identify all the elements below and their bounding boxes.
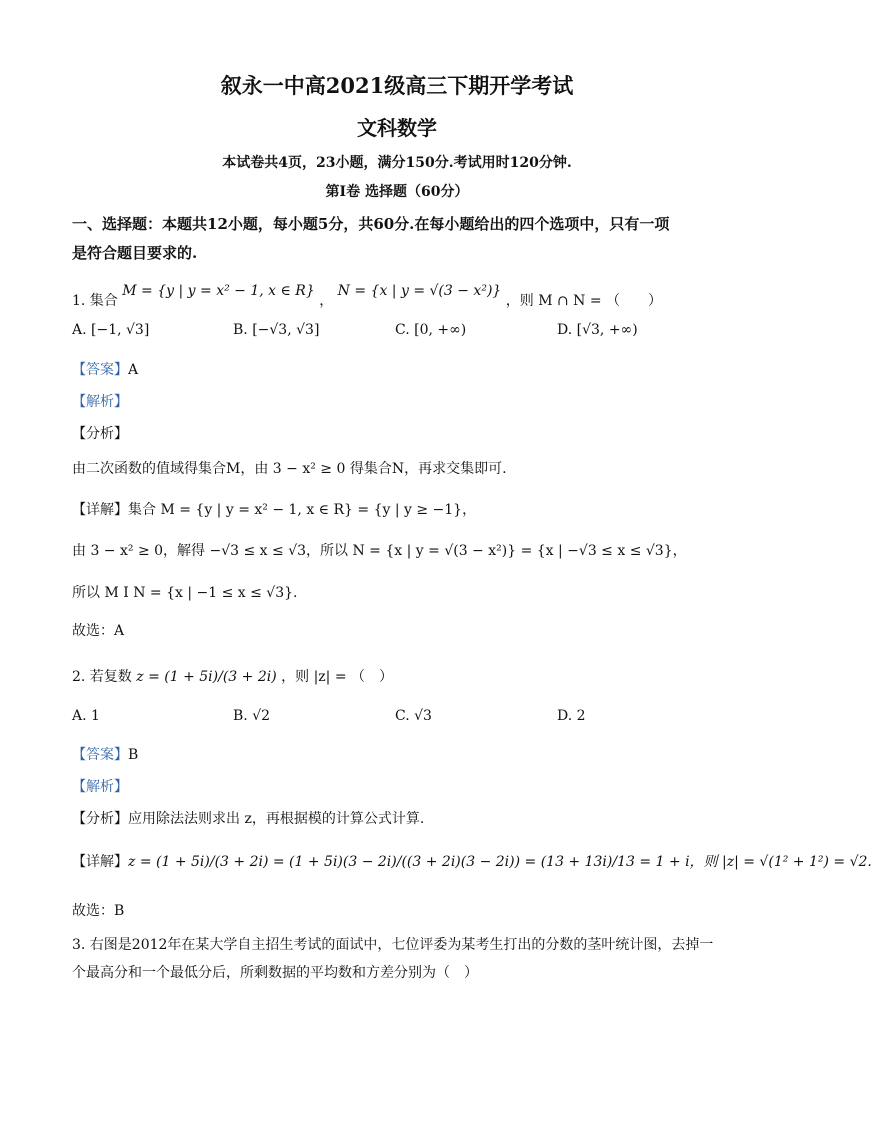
section-heading-line2: 是符合题目要求的. xyxy=(72,244,198,262)
q1-detail-line1 xyxy=(72,499,476,519)
q2-explain-tag: 【解析】 xyxy=(72,779,128,795)
section-heading-line1: 一、选择题：本题共12小题，每小题5分，共60分.在每小题给出的四个选项中，只有一项 xyxy=(72,215,670,233)
q1-ask: ，则 M ∩ N = （ ） xyxy=(505,293,663,309)
q2-option-d: D. 2 xyxy=(557,708,586,724)
q2-stem xyxy=(72,666,393,686)
q1-detail-line2: 由 3 − x² ≥ 0，解得 −√3 ≤ x ≤ √3，所以 N = {x | y = √(3 − x²)} = {x | −√3 ≤ x ≤ √3}， xyxy=(72,543,687,559)
q2-option-b: B. √2 xyxy=(233,708,271,724)
q1-set-n: N = {x | y = √(3 − x²)} xyxy=(337,283,502,299)
q2-option-c: C. √3 xyxy=(395,708,432,724)
q1-analysis-tag: 【分析】 xyxy=(72,426,128,442)
q2-detail-tag: 【详解】 xyxy=(72,854,128,870)
q1-answer xyxy=(72,359,138,379)
q1-comma: ， xyxy=(319,293,334,309)
q2-number: 2. 若复数 xyxy=(72,669,132,685)
q2-option-a: A. 1 xyxy=(72,708,100,724)
q1-detail-tag: 【详解】 xyxy=(72,502,128,518)
q1-option-c: C. [0, +∞) xyxy=(395,322,467,338)
q3-stem-line2: 个最高分和一个最低分后，所剩数据的平均数和方差分别为（ ） xyxy=(72,965,478,981)
q2-expression: z = (1 + 5i)/(3 + 2i) xyxy=(136,669,277,685)
q1-analysis: 由二次函数的值域得集合M，由 3 − x² ≥ 0 得集合N，再求交集即可. xyxy=(72,461,507,477)
q1-detail1: 集合 M = {y | y = x² − 1, x ∈ R} = {y | y ≥ −1}， xyxy=(128,502,477,518)
exam-info: 本试卷共4页，23小题，满分150分.考试用时120分钟. xyxy=(222,155,572,171)
q1-choose: 故选：A xyxy=(72,623,125,639)
exam-title: 叙永一中高2021级高三下期开学考试 xyxy=(220,73,574,98)
q2-answer-tag: 【答案】 xyxy=(72,747,128,763)
subject-title: 文科数学 xyxy=(357,116,437,140)
q3-stem-line1: 3. 右图是2012年在某大学自主招生考试的面试中，七位评委为某考生打出的分数的茎叶统计图，去掉一 xyxy=(72,937,714,953)
q1-stem xyxy=(72,283,663,310)
q2-answer xyxy=(72,744,138,764)
q1-set-m: M = {y | y = x² − 1, x ∈ R} xyxy=(122,283,315,299)
q1-option-b: B. [−√3, √3] xyxy=(233,322,320,338)
volume-title: 第I卷 选择题（60分） xyxy=(325,184,469,200)
q2-detail-line xyxy=(72,851,872,871)
q2-ask: ，则 |z| = （ ） xyxy=(281,669,394,685)
q1-answer-tag: 【答案】 xyxy=(72,362,128,378)
q1-option-a: A. [−1, √3] xyxy=(72,322,150,338)
q2-analysis: 应用除法法则求出 z，再根据模的计算公式计算. xyxy=(128,811,425,827)
q2-analysis-line xyxy=(72,808,424,828)
q1-detail-line3: 所以 M I N = {x | −1 ≤ x ≤ √3}. xyxy=(72,585,298,601)
q2-detail: z = (1 + 5i)/(3 + 2i) = (1 + 5i)(3 − 2i)/((3 + 2i)(3 − 2i)) = (13 + 13i)/13 = 1 + i，则 |z| = √(1² + 1²) = √2. xyxy=(128,854,872,870)
q1-explain-tag: 【解析】 xyxy=(72,394,128,410)
q2-answer-value: B xyxy=(128,747,139,763)
q1-number: 1. 集合 xyxy=(72,293,118,309)
q1-answer-value: A xyxy=(128,362,139,378)
q2-analysis-tag: 【分析】 xyxy=(72,811,128,827)
q2-choose: 故选：B xyxy=(72,903,125,919)
q1-option-d: D. [√3, +∞) xyxy=(557,322,638,338)
